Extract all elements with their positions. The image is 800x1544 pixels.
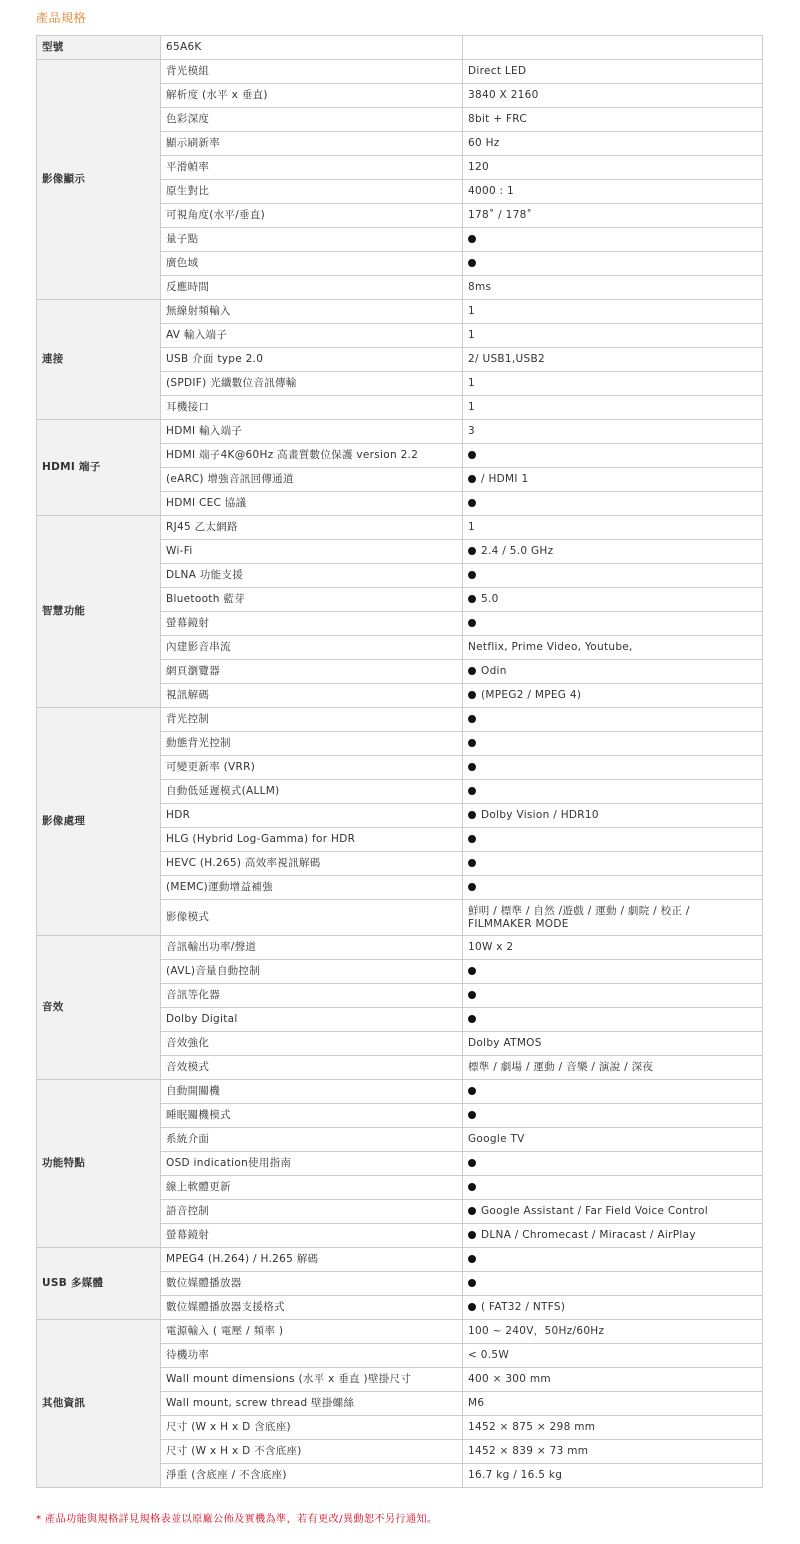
spec-value — [463, 960, 763, 984]
supported-dot-icon — [468, 1111, 476, 1119]
spec-value-text: 178˚ / 178˚ — [468, 209, 533, 221]
supported-dot-icon — [468, 451, 476, 459]
spec-label: 顯示刷新率 — [161, 132, 463, 156]
spec-value — [463, 612, 763, 636]
spec-value-text: 8bit + FRC — [468, 113, 527, 125]
supported-dot-icon — [468, 835, 476, 843]
spec-value-text: Odin — [481, 665, 507, 677]
spec-label: (SPDIF) 光纖數位音訊傳輸 — [161, 372, 463, 396]
spec-label: 音訊輸出功率/聲道 — [161, 936, 463, 960]
spec-value-text: 1 — [468, 329, 475, 341]
supported-dot-icon — [468, 967, 476, 975]
spec-label: OSD indication使用指南 — [161, 1152, 463, 1176]
spec-value — [463, 252, 763, 276]
spec-label: RJ45 乙太網路 — [161, 516, 463, 540]
supported-dot-icon — [468, 547, 476, 555]
spec-value-text: 1 — [468, 521, 475, 533]
spec-label: (AVL)音量自動控制 — [161, 960, 463, 984]
spec-value — [463, 564, 763, 588]
spec-value — [463, 828, 763, 852]
spec-value — [463, 1152, 763, 1176]
spec-value — [463, 1008, 763, 1032]
spec-value — [463, 660, 763, 684]
supported-dot-icon — [468, 859, 476, 867]
spec-value — [463, 1104, 763, 1128]
spec-label: 無線射頻輸入 — [161, 300, 463, 324]
spec-value — [463, 1368, 763, 1392]
spec-value-text: 1 — [468, 305, 475, 317]
spec-value-text: 400 × 300 mm — [468, 1373, 551, 1385]
spec-value-text: Google Assistant / Far Field Voice Control — [481, 1205, 708, 1217]
spec-value — [463, 420, 763, 444]
spec-label: 待機功率 — [161, 1344, 463, 1368]
spec-label: AV 輸入端子 — [161, 324, 463, 348]
spec-value — [463, 1272, 763, 1296]
supported-dot-icon — [468, 1303, 476, 1311]
spec-value-text: 1 — [468, 401, 475, 413]
category-cell: 影像顯示 — [37, 60, 161, 300]
spec-label: 尺寸 (W x H x D 含底座) — [161, 1416, 463, 1440]
table-row — [37, 300, 763, 324]
spec-value — [463, 444, 763, 468]
spec-value-text: 1 — [468, 377, 475, 389]
spec-value-text: Dolby Vision / HDR10 — [481, 809, 599, 821]
category-cell: 影像處理 — [37, 708, 161, 936]
spec-label: 解析度 (水平 x 垂直) — [161, 84, 463, 108]
spec-value-text: 100 ~ 240V，50Hz/60Hz — [468, 1325, 605, 1337]
spec-value-text: Direct LED — [468, 65, 527, 77]
spec-value-text: 3 — [468, 425, 475, 437]
spec-value — [463, 108, 763, 132]
spec-label: HDR — [161, 804, 463, 828]
supported-dot-icon — [468, 1255, 476, 1263]
spec-label: 廣色域 — [161, 252, 463, 276]
table-row — [37, 516, 763, 540]
category-cell-model: 型號 — [37, 36, 161, 60]
supported-dot-icon — [468, 691, 476, 699]
spec-label: 尺寸 (W x H x D 不含底座) — [161, 1440, 463, 1464]
supported-dot-icon — [468, 991, 476, 999]
spec-label: 音效強化 — [161, 1032, 463, 1056]
spec-value — [463, 348, 763, 372]
category-cell: 連接 — [37, 300, 161, 420]
supported-dot-icon — [468, 883, 476, 891]
supported-dot-icon — [468, 259, 476, 267]
spec-value — [463, 780, 763, 804]
spec-value-text: 10W x 2 — [468, 941, 514, 953]
spec-label: 背光模組 — [161, 60, 463, 84]
supported-dot-icon — [468, 667, 476, 675]
spec-label: 自動開關機 — [161, 1080, 463, 1104]
spec-label: 線上軟體更新 — [161, 1176, 463, 1200]
category-cell: 音效 — [37, 936, 161, 1080]
spec-value — [463, 900, 763, 936]
spec-label: HDMI 輸入端子 — [161, 420, 463, 444]
spec-label-model: 65A6K — [161, 36, 463, 60]
spec-value — [463, 492, 763, 516]
spec-label: 音效模式 — [161, 1056, 463, 1080]
spec-value-text: DLNA / Chromecast / Miracast / AirPlay — [481, 1229, 696, 1241]
spec-label: HDMI CEC 協議 — [161, 492, 463, 516]
spec-value — [463, 1416, 763, 1440]
supported-dot-icon — [468, 811, 476, 819]
spec-label: 可視角度(水平/垂直) — [161, 204, 463, 228]
spec-label: 電源輸入 ( 電壓 / 頻率 ) — [161, 1320, 463, 1344]
supported-dot-icon — [468, 1159, 476, 1167]
spec-label: 系統介面 — [161, 1128, 463, 1152]
spec-value — [463, 516, 763, 540]
spec-value — [463, 60, 763, 84]
spec-value — [463, 132, 763, 156]
supported-dot-icon — [468, 1087, 476, 1095]
supported-dot-icon — [468, 715, 476, 723]
category-cell: USB 多媒體 — [37, 1248, 161, 1320]
spec-label: Wall mount, screw thread 壁掛螺絲 — [161, 1392, 463, 1416]
spec-label: HEVC (H.265) 高效率視訊解碼 — [161, 852, 463, 876]
spec-label: 影像模式 — [161, 900, 463, 936]
spec-value-text: 1452 × 839 × 73 mm — [468, 1445, 589, 1457]
spec-value — [463, 84, 763, 108]
supported-dot-icon — [468, 787, 476, 795]
supported-dot-icon — [468, 595, 476, 603]
spec-value — [463, 636, 763, 660]
supported-dot-icon — [468, 763, 476, 771]
spec-value — [463, 936, 763, 960]
supported-dot-icon — [468, 1207, 476, 1215]
spec-value-text: 4000 : 1 — [468, 185, 515, 197]
spec-value — [463, 708, 763, 732]
spec-value-text: 1452 × 875 × 298 mm — [468, 1421, 596, 1433]
spec-label: USB 介面 type 2.0 — [161, 348, 463, 372]
spec-value — [463, 324, 763, 348]
spec-value-text: (MPEG2 / MPEG 4) — [481, 689, 582, 701]
spec-value — [463, 1464, 763, 1488]
spec-value — [463, 540, 763, 564]
spec-value-model — [463, 36, 763, 60]
spec-value-text: 60 Hz — [468, 137, 500, 149]
spec-label: 平滑幀率 — [161, 156, 463, 180]
supported-dot-icon — [468, 1279, 476, 1287]
spec-value — [463, 732, 763, 756]
footnote: * 產品功能與規格詳見規格表並以原廠公佈及實機為準，若有更改/異動恕不另行通知。 — [36, 1514, 438, 1525]
spec-label: 自動低延遲模式(ALLM) — [161, 780, 463, 804]
spec-value — [463, 756, 763, 780]
spec-label: 睡眠關機模式 — [161, 1104, 463, 1128]
spec-value — [463, 984, 763, 1008]
spec-label: 耳機接口 — [161, 396, 463, 420]
supported-dot-icon — [468, 739, 476, 747]
supported-dot-icon — [468, 1015, 476, 1023]
spec-label: 淨重 (含底座 / 不含底座) — [161, 1464, 463, 1488]
spec-value — [463, 588, 763, 612]
spec-label: 螢幕鏡射 — [161, 1224, 463, 1248]
spec-label: 音訊等化器 — [161, 984, 463, 1008]
spec-label: 原生對比 — [161, 180, 463, 204]
spec-value — [463, 180, 763, 204]
spec-value — [463, 1056, 763, 1080]
spec-value — [463, 684, 763, 708]
spec-value — [463, 372, 763, 396]
spec-label: 數位媒體播放器支援格式 — [161, 1296, 463, 1320]
spec-table — [36, 35, 763, 1488]
spec-label: HDMI 端子4K@60Hz 高畫質數位保護 version 2.2 — [161, 444, 463, 468]
spec-value-text: Netflix, Prime Video, Youtube, — [468, 641, 633, 653]
spec-value — [463, 1248, 763, 1272]
category-cell: 其他資訊 — [37, 1320, 161, 1488]
spec-value — [463, 1440, 763, 1464]
spec-table-body — [37, 36, 763, 1488]
supported-dot-icon — [468, 619, 476, 627]
spec-value-text: 16.7 kg / 16.5 kg — [468, 1469, 563, 1481]
spec-label: 背光控制 — [161, 708, 463, 732]
spec-label: 螢幕鏡射 — [161, 612, 463, 636]
spec-value-text: 3840 X 2160 — [468, 89, 539, 101]
spec-value — [463, 804, 763, 828]
spec-value-text: 120 — [468, 161, 489, 173]
spec-value — [463, 1080, 763, 1104]
spec-value-text: / HDMI 1 — [481, 473, 529, 485]
spec-label: 可變更新率 (VRR) — [161, 756, 463, 780]
spec-value — [463, 1296, 763, 1320]
spec-label: 量子點 — [161, 228, 463, 252]
spec-label: (MEMC)運動增益補強 — [161, 876, 463, 900]
spec-label: 反應時間 — [161, 276, 463, 300]
table-row — [37, 420, 763, 444]
spec-label: (eARC) 增強音訊回傳通道 — [161, 468, 463, 492]
spec-label: 數位媒體播放器 — [161, 1272, 463, 1296]
page-title: 產品規格 — [36, 11, 87, 25]
supported-dot-icon — [468, 571, 476, 579]
spec-value — [463, 1128, 763, 1152]
spec-value-text: M6 — [468, 1397, 485, 1409]
spec-value-text: < 0.5W — [468, 1349, 510, 1361]
spec-value-text: ( FAT32 / NTFS) — [481, 1301, 566, 1313]
spec-value — [463, 1200, 763, 1224]
spec-value — [463, 876, 763, 900]
spec-label: Wall mount dimensions (水平 x 垂直 )壁掛尺寸 — [161, 1368, 463, 1392]
spec-value — [463, 156, 763, 180]
spec-value — [463, 1032, 763, 1056]
supported-dot-icon — [468, 1183, 476, 1191]
spec-label: DLNA 功能支援 — [161, 564, 463, 588]
spec-value — [463, 1344, 763, 1368]
category-cell: 功能特點 — [37, 1080, 161, 1248]
spec-value — [463, 852, 763, 876]
spec-value — [463, 1176, 763, 1200]
spec-value — [463, 204, 763, 228]
spec-value — [463, 228, 763, 252]
table-row — [37, 60, 763, 84]
spec-label: 視訊解碼 — [161, 684, 463, 708]
spec-value-text: 標準 / 劇場 / 運動 / 音樂 / 演說 / 深夜 — [468, 1061, 654, 1073]
supported-dot-icon — [468, 475, 476, 483]
spec-value-text: 鮮明 / 標準 / 自然 /遊戲 / 運動 / 劇院 / 校正 / FILMMAKER MODE — [468, 904, 690, 930]
table-row-model — [37, 36, 763, 60]
spec-label: 內建影音串流 — [161, 636, 463, 660]
spec-label: Dolby Digital — [161, 1008, 463, 1032]
supported-dot-icon — [468, 1231, 476, 1239]
spec-label: Wi-Fi — [161, 540, 463, 564]
spec-value — [463, 396, 763, 420]
spec-value — [463, 1320, 763, 1344]
table-row — [37, 1248, 763, 1272]
table-row — [37, 708, 763, 732]
spec-value — [463, 468, 763, 492]
supported-dot-icon — [468, 235, 476, 243]
spec-value — [463, 276, 763, 300]
spec-value-text: Dolby ATMOS — [468, 1037, 542, 1049]
spec-label: 網頁瀏覽器 — [161, 660, 463, 684]
spec-value-text: Google TV — [468, 1133, 525, 1145]
spec-value — [463, 1224, 763, 1248]
spec-value — [463, 1392, 763, 1416]
spec-label: Bluetooth 藍芽 — [161, 588, 463, 612]
spec-value — [463, 300, 763, 324]
spec-label: 語音控制 — [161, 1200, 463, 1224]
spec-value-text: 8ms — [468, 281, 492, 293]
table-row — [37, 936, 763, 960]
spec-value-text: 2/ USB1,USB2 — [468, 353, 545, 365]
table-row — [37, 1320, 763, 1344]
category-cell: HDMI 端子 — [37, 420, 161, 516]
table-row — [37, 1080, 763, 1104]
spec-value-text: 2.4 / 5.0 GHz — [481, 545, 554, 557]
spec-label: 色彩深度 — [161, 108, 463, 132]
supported-dot-icon — [468, 499, 476, 507]
spec-label: HLG (Hybrid Log-Gamma) for HDR — [161, 828, 463, 852]
category-cell: 智慧功能 — [37, 516, 161, 708]
spec-value-text: 5.0 — [481, 593, 499, 605]
spec-label: 動態背光控制 — [161, 732, 463, 756]
spec-label: MPEG4 (H.264) / H.265 解碼 — [161, 1248, 463, 1272]
